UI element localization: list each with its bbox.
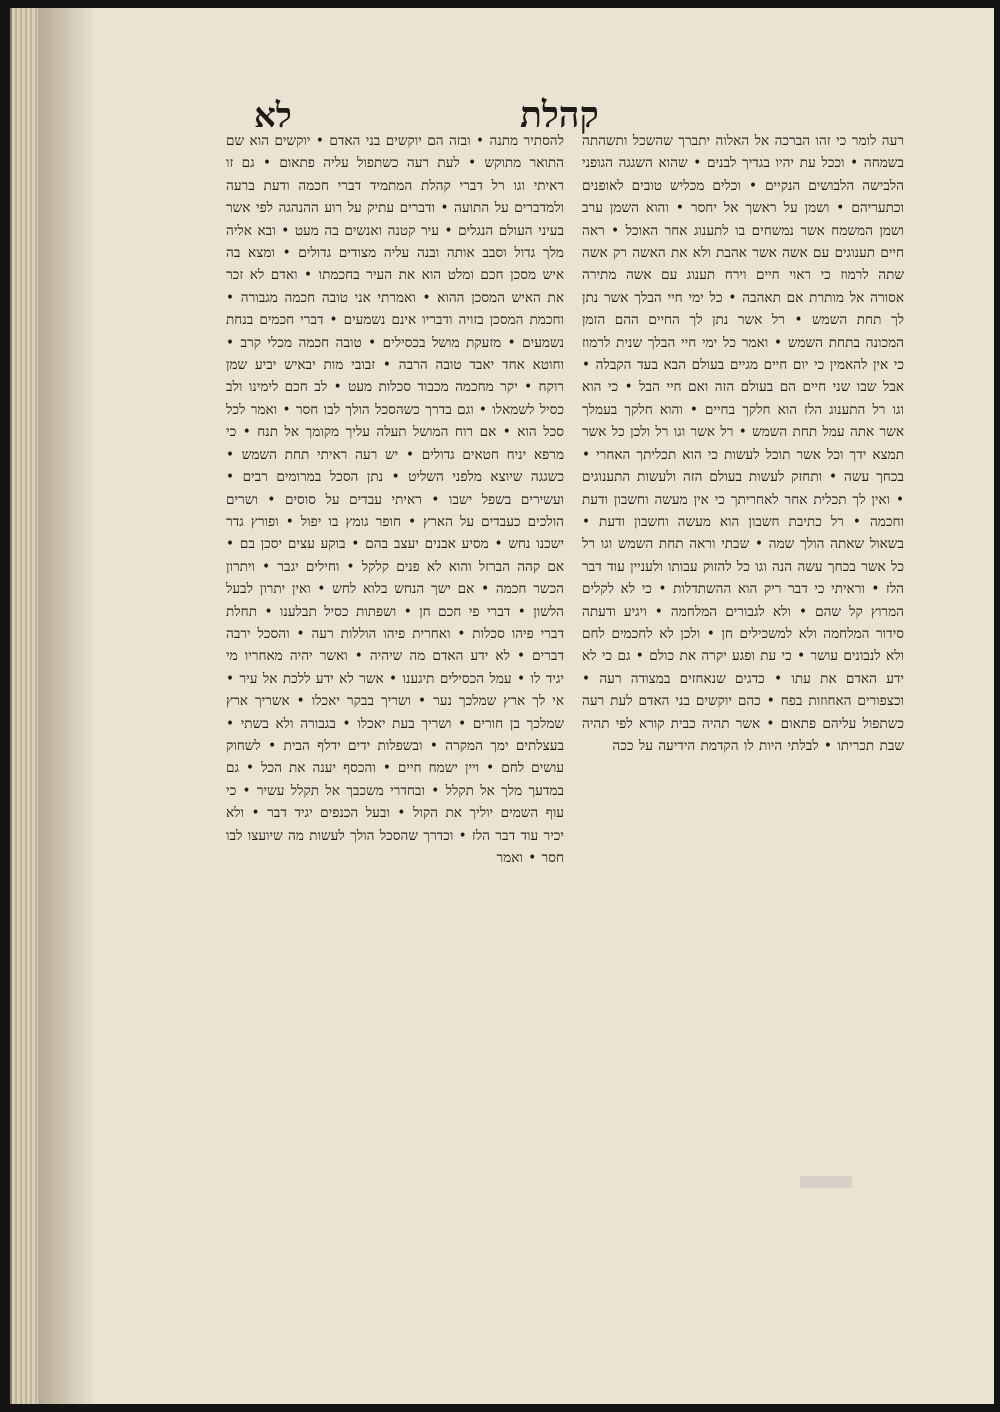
text-column-right: [582, 130, 904, 1170]
folio-number: לא: [254, 96, 292, 136]
gutter-shadow: [38, 8, 98, 1404]
column-text: רעה לומר כי זהו הברכה אל האלוה יתברך שהשכל ותשהתה בשמחה • וככל עת יהיו בגדיך לבנים • שהוא השגגה הגופני הלבישה הלבושים הנקיים • וכלים מכליש טובים לאופנים וכתעריהם • ושמן על ראשך אל יחסר • והוא השמן ערב ושמן המשמח אשר נמשחים בו לתענוג אחר האוכל • ראה חיים תענוגים עם אשה אשר אהבת ולא את האשה רק אשה שתה לרמוז כי ראוי חיים וירח תענוג עם אשה מתירה אסורה אל מותרת אם תאהבה • כל ימי חיי הבלך אשר נתן לך תחת השמש • רל אשר נתן לך החיים ההם הזמן המכונה בתחת השמש • ואמר כל ימי חיי הבלך שנית לרמוז כי אין להאמין כי יום חיים מגיים בעולם הבא בעד הקבלה • אבל שבו שני חיים הם בעולם הזה ואם חיי הבל • כי הוא וגו רל התענוג הלז הוא חלקך בחיים • והוא חלקך בעמלך אשר אתה עמל תחת השמש • רל אשר וגו רל ולכן כל אשר תמצא ידך וכל אשר תוכל לעשות כי הוא תכליתך האחרי • בכחך עשה • ותחזק לעשות בעולם הזה ולעשות התענוגים • ואין לך תכלית אחר לאחריתך כי אין מעשה וחשבון ודעת וחכמה • רל כתיבת חשבון הוא מעשה וחשבון ודעת • בשאול שאתה הולך שמה • שבתי וראה תחת השמש וגו רל כל אשר בכחך עשה הנה וגו כל להזוק עבותו ולעניין עוד דבר הלז • וראיתי כי דבר ריק הוא ההשתדלות • כי לא לקלים המרוץ קל שהם • ולא לגבורים המלחמה • ויגיע ודעתה סידור המלחמה ולא למשכילים חן • ולכן לא לחכמים לחם ולא לנבונים עושר • כי עת ופגע יקרה את כולם • גם כי לא ידע האדם את עתו • כדגים שנאחזים במצודה רעה • וכצפורים האחוזות בפח • כהם יוקשים בני האדם לעת רעה כשתפול עליהם פתאום • אשר תהיה כבית קורא לפי תהיה שבת תכריתו • לבלתי היות לו הקדמת הידיעה על ככה: [582, 133, 904, 754]
text-column-left: [226, 130, 564, 1222]
page-edges: [12, 8, 38, 1404]
library-stamp: [800, 1176, 852, 1188]
running-title: קהלת: [520, 94, 599, 136]
column-text: להסתיר מתנה • ובזה הם יוקשים בני האדם • יוקשים הוא שם התואר מתוקש • לעת רעה כשתפול עליה פתאום • גם זו ראיתי וגו רל דברי קהלת המתמיד דברי חכמה ודעת ברעה ולמדברים על התועה • ודברים עתיק על רוע ההנהגה לפי אשר בעיני העולם הנגלים • עיר קטנה ואנשים בה מעט • ובא אליה מלך גדול וסבב אותה ובנה עליה מצודים גדולים • ומצא בה איש מסכן חכם ומלט הוא את העיר בחכמתו • ואדם לא זכר את האיש המסכן ההוא • ואמרתי אני טובה חכמה מגבורה • וחכמת המסכן בזויה ודבריו אינם נשמעים • דברי חכמים בנחת נשמעים • מזעקת מושל בכסילים • טובה חכמה מכלי קרב • וחוטא אחד יאבד טובה הרבה • זבובי מות יבאיש יביע שמן רוקח • יקר מחכמה מכבוד סכלות מעט • לב חכם לימינו ולב כסיל לשמאלו • וגם בדרך כשהסכל הולך לבו חסר • ואמר לכל סכל הוא • אם רוח המושל תעלה עליך מקומך אל תנח • כי מרפא יניח חטאים גדולים • יש רעה ראיתי תחת השמש • כשגגה שיוצא מלפני השליט • נתן הסכל במרומים רבים • ועשירים בשפל ישבו • ראיתי עבדים על סוסים • ושרים הולכים כעבדים על הארץ • חופר גומץ בו יפול • ופורץ גדר ישכנו נחש • מסיע אבנים יעצב בהם • בוקע עצים יסכן בם • אם קהה הברזל והוא לא פנים קלקל • וחילים יגבר • ויתרון הכשר חכמה • אם ישך הנחש בלוא לחש • ואין יתרון לבעל הלשון • דברי פי חכם חן • ושפתות כסיל תבלענו • תחלת דברי פיהו סכלות • ואחרית פיהו הוללות רעה • והסכל ירבה דברים • לא ידע האדם מה שיהיה • ואשר יהיה מאחריו מי יגיד לו • עמל הכסילים תיגענו • אשר לא ידע ללכת אל עיר • אי לך ארץ שמלכך נער • ושריך בבקר יאכלו • אשריך ארץ שמלכך בן חורים • ושריך בעת יאכלו • בגבורה ולא בשתי • בעצלתים ימך המקרה • ובשפלות ידים ידלף הבית • לשחוק עושים לחם • ויין ישמח חיים • והכסף יענה את הכל • גם במדעך מלך אל תקלל • ובחדרי משכבך אל תקלל עשיר • כי עוף השמים יוליך את הקול • ובעל הכנפים יגיד דבר • ולא יכיר עוד דבר הלז • וכדרך שהסכל הולך לעשות מה שיועצו לבו חסר • ואמר: [226, 133, 564, 866]
